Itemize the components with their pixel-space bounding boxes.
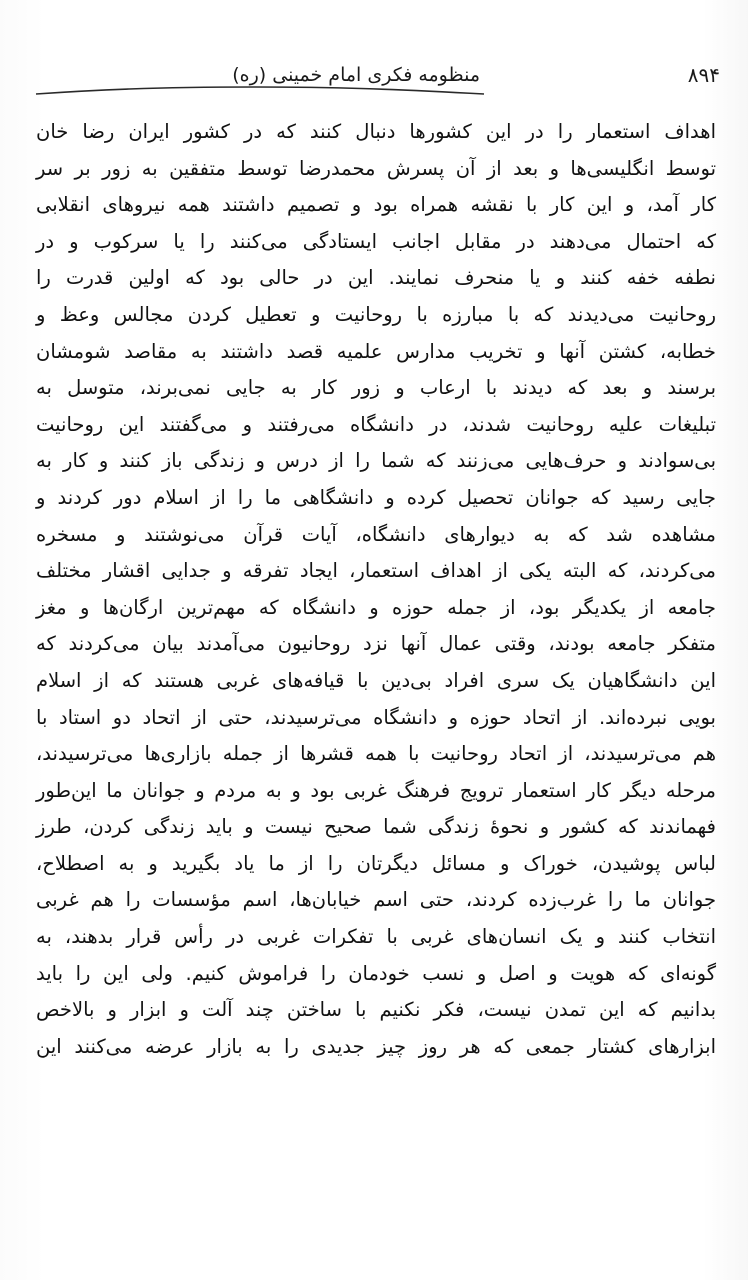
text-line: متفکر جامعه بودند، وقتی عمال آنها نزد روحانیون می‌آمدند بیان می‌کردند که	[36, 632, 716, 656]
text-line: تبلیغات علیه روحانیت شدند، در دانشگاه می‌رفتند و می‌گفتند این روحانیت	[36, 412, 716, 436]
text-line: بی‌سوادند و حرف‌هایی می‌زنند که شما را از درس و زندگی باز کنند و کار به	[36, 449, 716, 473]
text-line: خطابه، کشتن آنها و تخریب مدارس علمیه قصد داشتند به مقاصد شومشان	[36, 339, 716, 363]
text-line: گونه‌ای که هویت و اصل و نسب خودمان را فراموش کنیم. ولی این را باید	[36, 961, 716, 985]
text-line: انتخاب کنند و یک انسان‌های غربی با تفکرات غربی در رأس قرار بدهند، به	[36, 925, 716, 949]
text-line: مرحله دیگر کار استعمار ترویج فرهنگ غربی بود و به مردم و جوانان ما این‌طور	[36, 778, 716, 802]
text-line: جوانان ما را غرب‌زده کردند، حتی اسم خیابان‌ها، اسم مؤسسات را هم غربی	[36, 888, 716, 912]
book-title: منظومه فکری امام خمینی (ره)	[232, 64, 480, 86]
text-line: این دانشگاهیان یک سری افراد بی‌دین با قیافه‌های غربی هستند که از اسلام	[36, 668, 716, 692]
text-line: نطفه خفه کنند و یا منحرف نمایند. این در حالی بود که اولین قدرت را	[36, 266, 716, 290]
text-line: برسند و بعد که دیدند با ارعاب و زور کار به جایی نمی‌برند، متوسل به	[36, 376, 716, 400]
text-line: بویی نبرده‌اند. از اتحاد حوزه و دانشگاه می‌ترسیدند، حتی از اتحاد دو استاد با	[36, 705, 716, 729]
text-line: اهداف استعمار را در این کشورها دنبال کنند که در کشور ایران رضا خان	[36, 120, 716, 143]
text-line: روحانیت می‌دیدند که با مبارزه با روحانیت و تعطیل کردن مجالس وعظ و	[36, 302, 716, 326]
text-line: بدانیم که این تمدن نیست، فکر نکنیم با ساختن چند آلت و ابزار و بالاخص	[36, 998, 716, 1022]
text-line: هم می‌ترسیدند، از اتحاد روحانیت با همه قشرها از جمله بازاری‌ها می‌ترسیدند،	[36, 742, 716, 766]
text-line: که احتمال می‌دهند در مقابل اجانب ایستادگی می‌کنند را یا سرکوب و در	[36, 229, 716, 253]
text-line: لباس پوشیدن، خوراک و مسائل دیگرتان را از ما یاد بگیرید و به اصطلاح،	[36, 851, 716, 875]
text-line: ابزارهای کشتار جمعی که هر روز چیز جدیدی را به بازار عرضه می‌کنند این	[36, 1034, 716, 1058]
text-line: فهماندند که کشور و نحوهٔ زندگی شما صحیح نیست و باید زندگی کردن، طرز	[36, 815, 716, 839]
text-line: توسط انگلیسی‌ها و بعد از آن پسرش محمدرضا توسط متفقین به زور بر سر	[36, 156, 716, 180]
text-line: جایی رسید که جوانان تحصیل کرده و دانشگاهی ما را از اسلام دور کردند و	[36, 485, 716, 509]
text-line: مشاهده شد که به دیوارهای دانشگاه، آیات قرآن می‌نوشتند و مسخره	[36, 522, 716, 546]
text-line: جامعه از یکدیگر بود، از جمله حوزه و دانشگاه که مهم‌ترین ارگان‌ها و مغز	[36, 595, 716, 619]
page-number: ۸۹۴	[687, 63, 720, 87]
text-line: کار آمد، و این کار با نقشه همراه بود و تصمیم داشتند همه نیروهای انقلابی	[36, 193, 716, 217]
body-text	[36, 114, 716, 1065]
header-rule	[34, 84, 486, 98]
text-line: می‌کردند، که البته یکی از اهداف استعمار، ایجاد تفرقه و جدایی اقشار مختلف	[36, 559, 716, 583]
